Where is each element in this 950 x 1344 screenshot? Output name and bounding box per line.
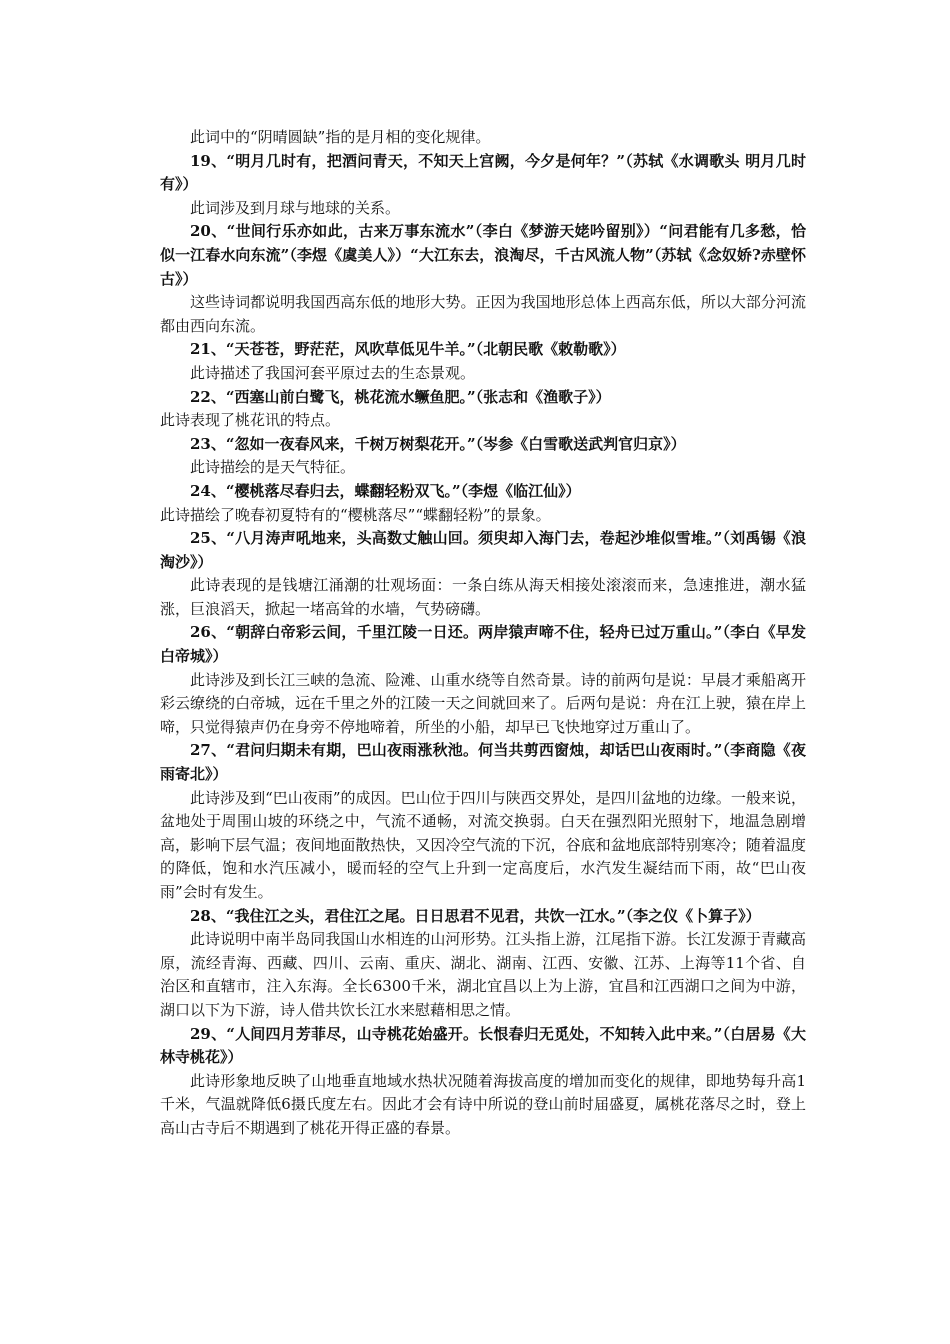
explanation-paragraph: 此词中的“阴晴圆缺”指的是月相的变化规律。 xyxy=(190,128,491,146)
document-body xyxy=(160,126,806,1141)
poem-heading-26: 26、“朝辞白帝彩云间，千里江陵一日还。两岸猿声啼不住，轻舟已过万重山。”（李白《早发白帝城》） xyxy=(160,623,806,666)
poem-heading-20: 20、“世间行乐亦如此，古来万事东流水”（李白《梦游天姥吟留别》）“问君能有几多愁，恰似一江春水向东流”（李煜《虞美人》）“大江东去，浪淘尽，千古风流人物”（苏轼《念奴娇?赤壁怀古》） xyxy=(160,222,806,288)
poem-heading-25: 25、“八月涛声吼地来，头高数丈触山回。须臾却入海门去，卷起沙堆似雪堆。”（刘禹锡《浪淘沙》） xyxy=(160,529,806,571)
poem-heading-21: 21、“天苍苍，野茫茫，风吹草低见牛羊。”（北朝民歌《敕勒歌》） xyxy=(190,340,626,359)
explanation-paragraph: 此诗表现的是钱塘江涌潮的壮观场面：一条白练从海天相接处滚滚而来，急速推进，潮水猛涨，巨浪滔天，掀起一堵高耸的水墙，气势磅礴。 xyxy=(160,576,806,618)
poem-heading-22: 22、“西塞山前白鹭飞，桃花流水鳜鱼肥。”（张志和《渔歌子》） xyxy=(190,387,611,406)
poem-heading-28: 28、“我住江之头，君住江之尾。日日思君不见君，共饮一江水。”（李之仪《卜算子》） xyxy=(190,906,761,925)
explanation-paragraph: 此诗涉及到长江三峡的急流、险滩、山重水绕等自然奇景。诗的前两句是说：早晨才乘船离开彩云缭绕的白帝城，远在千里之外的江陵一天之间就回来了。后两句是说：舟在江上驶，猿在岸上啼，只觉得猿声仍在身旁不停地啼着，所坐的小船，却早已飞快地穿过万重山了。 xyxy=(160,670,806,736)
explanation-paragraph: 此诗描述了我国河套平原过去的生态景观。 xyxy=(190,363,476,382)
explanation-paragraph: 此诗涉及到“巴山夜雨”的成因。巴山位于四川与陕西交界处，是四川盆地的边缘。一般来说，盆地处于周围山坡的环绕之中，气流不通畅，对流交换弱。白天在强烈阳光照射下，地温急剧增高，影响下层气温；夜间地面散热快，又因冷空气流的下沉，谷底和盆地底部特别寒冷；随着温度的降低，饱和水汽压减小，暖而轻的空气上升到一定高度后，水汽发生凝结而下雨，故“巴山夜雨”会时有发生。 xyxy=(160,788,806,901)
explanation-paragraph: 这些诗词都说明我国西高东低的地形大势。正因为我国地形总体上西高东低，所以大部分河流都由西向东流。 xyxy=(160,293,806,335)
explanation-paragraph: 此诗表现了桃花讯的特点。 xyxy=(160,411,341,430)
explanation-paragraph: 此诗描绘了晚春初夏特有的“樱桃落尽”“蝶翻轻粉”的景象。 xyxy=(160,505,551,524)
explanation-paragraph: 此词涉及到月球与地球的关系。 xyxy=(190,198,401,217)
poem-heading-23: 23、“忽如一夜春风来，千树万树梨花开。”（岑参《白雪歌送武判官归京》） xyxy=(190,434,686,453)
poem-heading-27: 27、“君问归期未有期，巴山夜雨涨秋池。何当共剪西窗烛，却话巴山夜雨时。”（李商隐《夜雨寄北》） xyxy=(160,741,806,784)
poem-heading-24: 24、“樱桃落尽春归去，蝶翻轻粉双飞。”（李煜《临江仙》） xyxy=(190,481,581,500)
poem-heading-19: 19、“明月几时有，把酒问青天，不知天上宫阙，今夕是何年？”（苏轼《水调歌头 明月几时有》） xyxy=(160,151,806,194)
explanation-paragraph: 此诗形象地反映了山地垂直地域水热状况随着海拔高度的增加而变化的规律，即地势每升高1千米，气温就降低6摄氏度左右。因此才会有诗中所说的登山前时届盛夏，属桃花落尽之时，登上高山古寺后不期遇到了桃花开得正盛的春景。 xyxy=(160,1071,806,1137)
explanation-paragraph: 此诗说明中南半岛同我国山水相连的山河形势。江头指上游，江尾指下游。长江发源于青藏高原，流经青海、西藏、四川、云南、重庆、湖北、湖南、江西、安徽、江苏、上海等11个省、自治区和直辖市，注入东海。全长6300千米，湖北宜昌以上为上游，宜昌和江西湖口之间为中游，湖口以下为下游，诗人借共饮长江水来慰藉相思之情。 xyxy=(160,930,806,1019)
explanation-paragraph: 此诗描绘的是天气特征。 xyxy=(190,458,356,477)
poem-heading-29: 29、“人间四月芳菲尽，山寺桃花始盛开。长恨春归无觅处，不知转入此中来。”（白居易《大林寺桃花》） xyxy=(160,1024,806,1067)
